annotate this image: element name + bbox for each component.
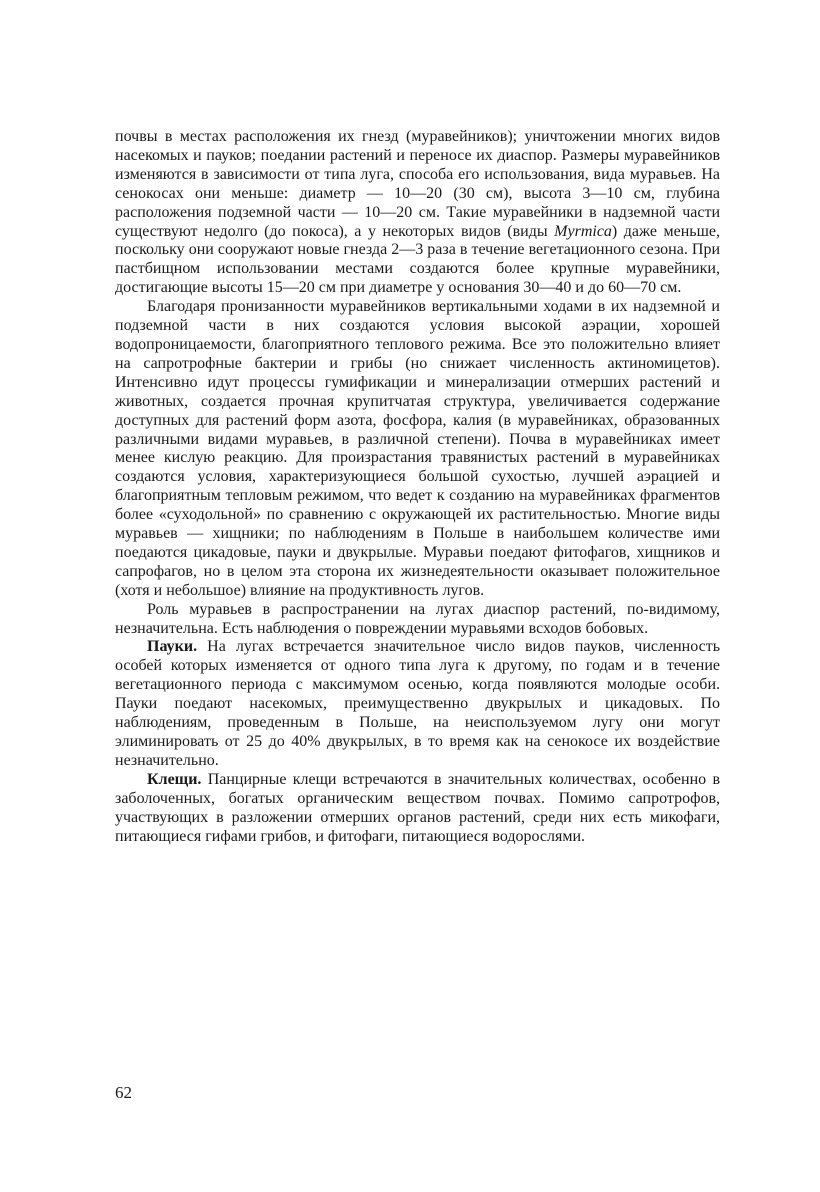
paragraph-ant-diaspores: Роль муравьев в распространении на лугах диаспор растений, по-видимому, незначительна. Есть наблюдения о повреждении муравьями всходов бобовых. [115, 600, 720, 637]
paragraph-ant-effects: Благодаря пронизанности муравейников вертикальными ходами в их надземной и подземной части в них создаются условия высокой аэрации, хорошей водопроницаемости, благоприятного теплового режима. Все это положительно влияет на сапротрофные бактерии и грибы (но снижает численность актиномицетов). Интенсивно идут процессы гумификации и минерализации отмерших растений и животных, создается прочная крупитчатая структура, увеличивается содержание доступных для растений форм азота, фосфора, калия (в муравейниках, образованных различными видами муравьев, в различной степени). Почва в муравейниках имеет менее кислую реакцию. Для произрастания травянистых растений в муравейниках создаются условия, характеризующиеся большой сухостью, лучшей аэрацией и благоприятным тепловым режимом, что ведет к созданию на муравейниках фрагментов более «суходольной» по сравнению с окружающей их растительностью. Многие виды муравьев — хищники; по наблюдениям в Польше в наибольшем количестве ими поедаются цикадовые, пауки и двукрылые. Муравьи поедают фитофагов, хищников и сапрофагов, но в целом эта сторона их жизнедеятельности оказывает положительное (хотя и небольшое) влияние на продуктивность лугов. [115, 298, 720, 599]
genus-name: Myrmica [554, 222, 612, 240]
page-number: 62 [115, 1083, 132, 1102]
heading-spiders: Пауки. [147, 638, 198, 656]
paragraph-mites: Клещи. Панцирные клещи встречаются в значительных количествах, особенно в заболоченных, богатых органическим веществом почвах. Помимо сапротрофов, участвующих в разложении отмерших органов растений, среди них есть микофаги, питающиеся гифами грибов, и фитофаги, питающиеся водорослями. [115, 770, 720, 845]
paragraph-ant-nests: почвы в местах расположения их гнезд (муравейников); уничтожении многих видов насекомых и пауков; поедании растений и переносе их диаспор. Размеры муравейников изменяются в зависимости от типа луга, способа его использования, вида муравьев. На сенокосах они меньше: диаметр — 10—20 (30 см), высота 3—10 см, глубина расположения подземной части — 10—20 см. Такие муравейники в надземной части существуют недолго (до покоса), а у некоторых видов (виды Myrmica) даже меньше, поскольку они сооружают новые гнезда 2—3 раза в течение вегетационного сезона. При пастбищном использовании местами создаются более крупные муравейники, достигающие высоты 15—20 см при диаметре у основания 30—40 и до 60—70 см. [115, 128, 721, 297]
paragraph-spiders: Пауки. На лугах встречается значительное число видов пауков, численность особей которых изменяется от одного типа луга к другому, по годам и в течение вегетационного периода с максимумом осенью, когда появляются молодые особи. Пауки поедают насекомых, преимущественно двукрылых и цикадовых. По наблюдениям, проведенным в Польше, на неиспользуемом лугу они могут элиминировать от 25 до 40% двукрылых, в то время как на сенокосе их воздействие незначительно. [115, 638, 720, 769]
heading-mites: Клещи. [147, 770, 202, 788]
page-body [115, 128, 720, 846]
